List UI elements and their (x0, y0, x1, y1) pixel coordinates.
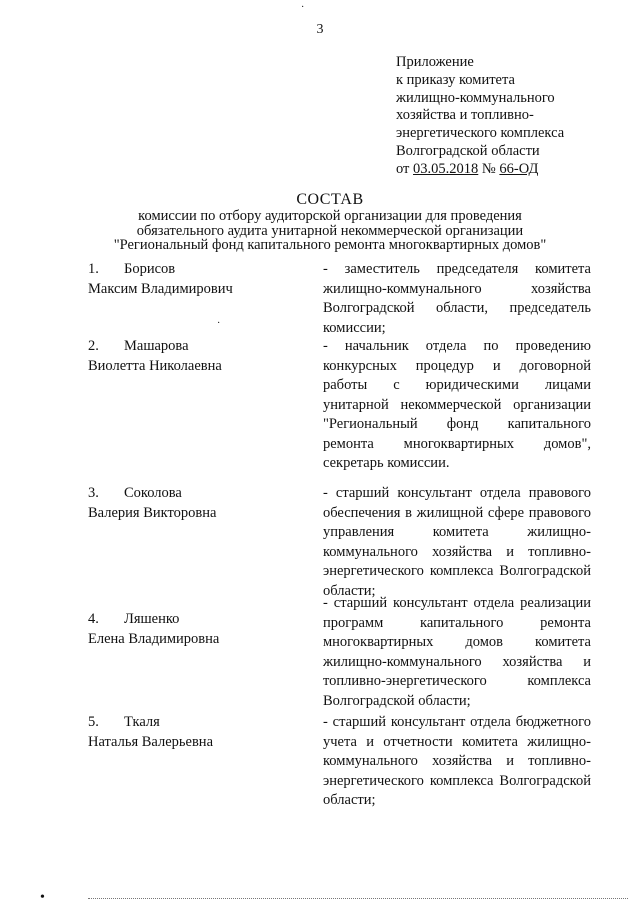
subtitle-line: обязательного аудита унитарной некоммерческой организации (136, 222, 524, 239)
member-number: 4. (88, 611, 99, 627)
member-number: 5. (88, 714, 99, 730)
member-name (88, 610, 303, 649)
order-number: 66-ОД (499, 160, 539, 177)
member-surname: Ляшенко (124, 611, 180, 627)
member-name (88, 713, 303, 752)
scan-speck: · (217, 318, 221, 329)
order-date-line (396, 161, 564, 179)
member-surname: Соколова (124, 485, 182, 501)
member-name (88, 260, 303, 299)
member-given-name: Виолетта Николаевна (88, 357, 222, 374)
member-role: - заместитель председателя комитета жилищно-коммунального хозяйства Волгоградской области, председатель комиссии; (323, 261, 591, 336)
member-surname: Машарова (124, 338, 189, 354)
appendix-line: энергетического комплекса (396, 125, 565, 142)
scan-speck: • (40, 890, 45, 905)
page-number: 3 (316, 22, 324, 37)
appendix-block (396, 54, 564, 179)
member-role: - старший консультант отдела бюджетного учета и отчетности комитета жилищно-коммунального хозяйства и топливно-энергетического комплекса Волгоградской области; (323, 714, 591, 808)
member-role: - старший консультант отдела правового обеспечения в жилищной сфере правового управления комитета жилищно-коммунального хозяйства и топливно-энергетического комплекса Волгоградской области; (323, 485, 591, 599)
member-number: 2. (88, 338, 99, 354)
order-date: 03.05.2018 (413, 160, 479, 177)
subtitle-line: комиссии по отбору аудиторской организации для проведения (138, 208, 522, 224)
member-number: 1. (88, 261, 99, 277)
number-sign: № (481, 160, 496, 177)
member-name (88, 337, 303, 376)
scan-speck: · (301, 2, 305, 13)
appendix-line: жилищно-коммунального (396, 89, 555, 106)
document-title: СОСТАВ (296, 191, 364, 208)
member-role: - начальник отдела по проведению конкурсных процедур и договорной работы с юридическими лицами унитарной некоммерческой организации "Региональный фонд капитального ремонта многоквартирных домов", секретарь комиссии. (323, 338, 591, 471)
subtitle-line: "Региональный фонд капитального ремонта многоквартирных домов" (113, 237, 547, 253)
title-block (0, 190, 640, 253)
footer-divider (88, 898, 628, 899)
appendix-line: Приложение (396, 54, 474, 70)
member-given-name: Максим Владимирович (88, 280, 233, 297)
member-number: 3. (88, 485, 99, 501)
member-given-name: Елена Владимировна (88, 630, 220, 647)
appendix-line: хозяйства и топливно- (396, 107, 534, 124)
date-prefix: от (396, 160, 410, 177)
member-surname: Борисов (124, 261, 176, 277)
member-surname: Ткаля (124, 714, 160, 730)
member-role: - старший консультант отдела реализации программ капитального ремонта многоквартирных домов комитета жилищно-коммунального хозяйства и топливно-энергетического комплекса Волгоградской области; (323, 595, 591, 709)
member-given-name: Валерия Викторовна (88, 504, 217, 521)
appendix-line: к приказу комитета (396, 71, 515, 88)
member-name (88, 484, 303, 523)
appendix-line: Волгоградской области (396, 142, 540, 159)
member-given-name: Наталья Валерьевна (88, 733, 213, 750)
